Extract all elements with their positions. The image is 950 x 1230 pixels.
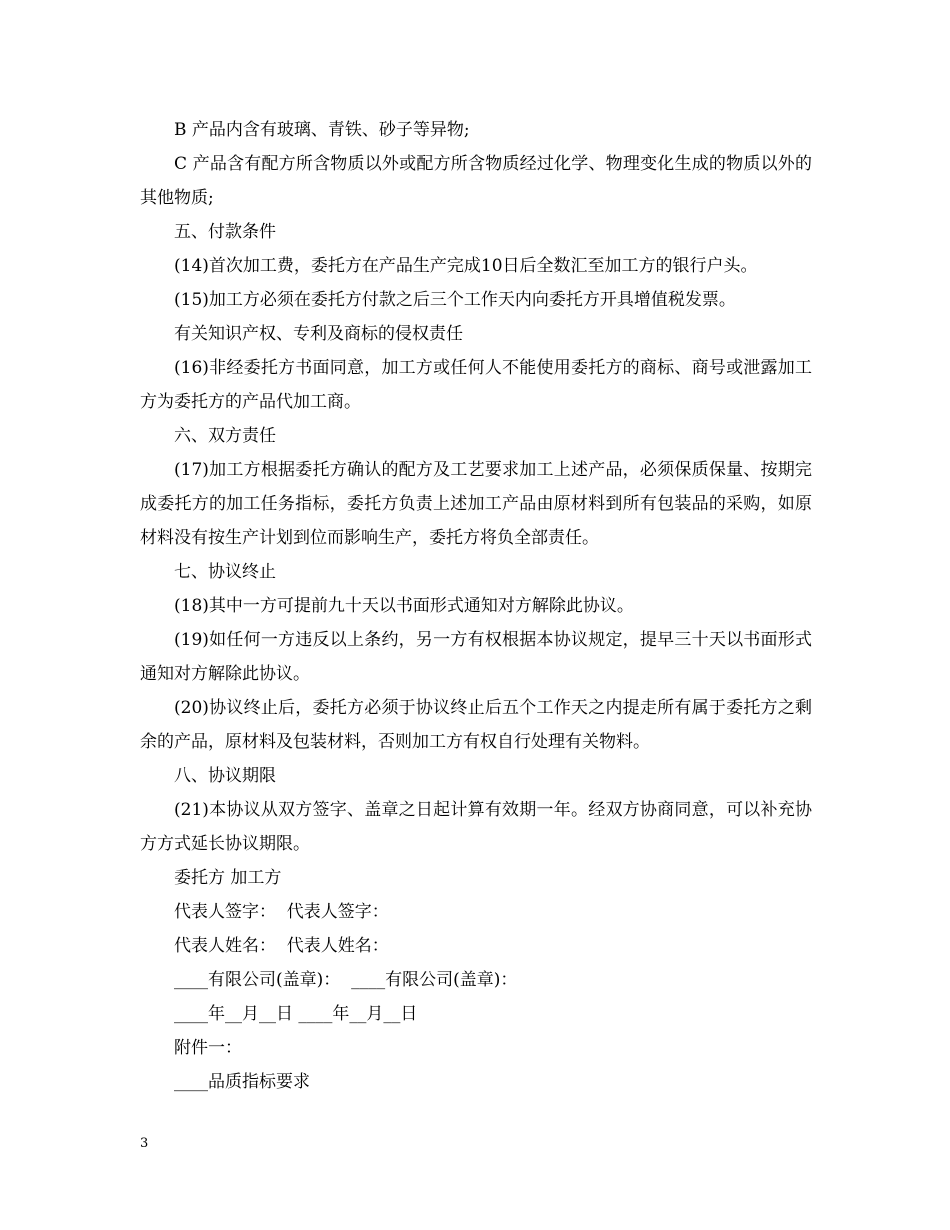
- date-line: ____年__月__日 ____年__月__日: [174, 1004, 418, 1024]
- signature-parties: 委托方 加工方: [174, 868, 282, 888]
- paragraph: (14)首次加工费，委托方在产品生产完成10日后全数汇至加工方的银行户头。: [174, 256, 758, 276]
- section-heading: 有关知识产权、专利及商标的侵权责任: [174, 324, 463, 344]
- paragraph: C 产品含有配方所含物质以外或配方所含物质经过化学、物理变化生成的物质以外的其他物质;: [140, 154, 812, 208]
- section-heading: 八、协议期限: [174, 766, 276, 786]
- paragraph: (18)其中一方可提前九十天以书面形式通知对方解除此协议。: [174, 596, 634, 616]
- paragraph: (21)本协议从双方签字、盖章之日起计算有效期一年。经双方协商同意，可以补充协方方式延长协议期限。: [140, 800, 812, 854]
- paragraph: (20)协议终止后，委托方必须于协议终止后五个工作天之内提走所有属于委托方之剩余的产品，原材料及包装材料，否则加工方有权自行处理有关物料。: [140, 698, 812, 752]
- paragraph: (16)非经委托方书面同意，加工方或任何人不能使用委托方的商标、商号或泄露加工方为委托方的产品代加工商。: [140, 358, 812, 412]
- section-heading: 七、协议终止: [174, 562, 276, 582]
- company-seal-line: ____有限公司(盖章)： ____有限公司(盖章)：: [174, 970, 518, 990]
- attachment-title: ____品质指标要求: [174, 1072, 310, 1092]
- paragraph: (17)加工方根据委托方确认的配方及工艺要求加工上述产品，必须保质保量、按期完成委托方的加工任务指标，委托方负责上述加工产品由原材料到所有包装品的采购，如原材料没有按生产计划到位而影响生产，委托方将负全部责任。: [140, 460, 812, 548]
- section-heading: 五、付款条件: [174, 222, 276, 242]
- paragraph: (15)加工方必须在委托方付款之后三个工作天内向委托方开具增值税发票。: [174, 290, 736, 310]
- signature-line: 代表人签字： 代表人签字：: [174, 902, 389, 922]
- section-heading: 六、双方责任: [174, 426, 276, 446]
- signature-name-line: 代表人姓名： 代表人姓名：: [174, 936, 389, 956]
- page-number: 3: [140, 1136, 149, 1151]
- paragraph: B 产品内含有玻璃、青铁、砂子等异物;: [174, 120, 470, 140]
- document-body: [140, 113, 812, 1099]
- paragraph: (19)如任何一方违反以上条约，另一方有权根据本协议规定，提早三十天以书面形式通知对方解除此协议。: [140, 630, 812, 684]
- attachment-heading: 附件一：: [174, 1038, 242, 1058]
